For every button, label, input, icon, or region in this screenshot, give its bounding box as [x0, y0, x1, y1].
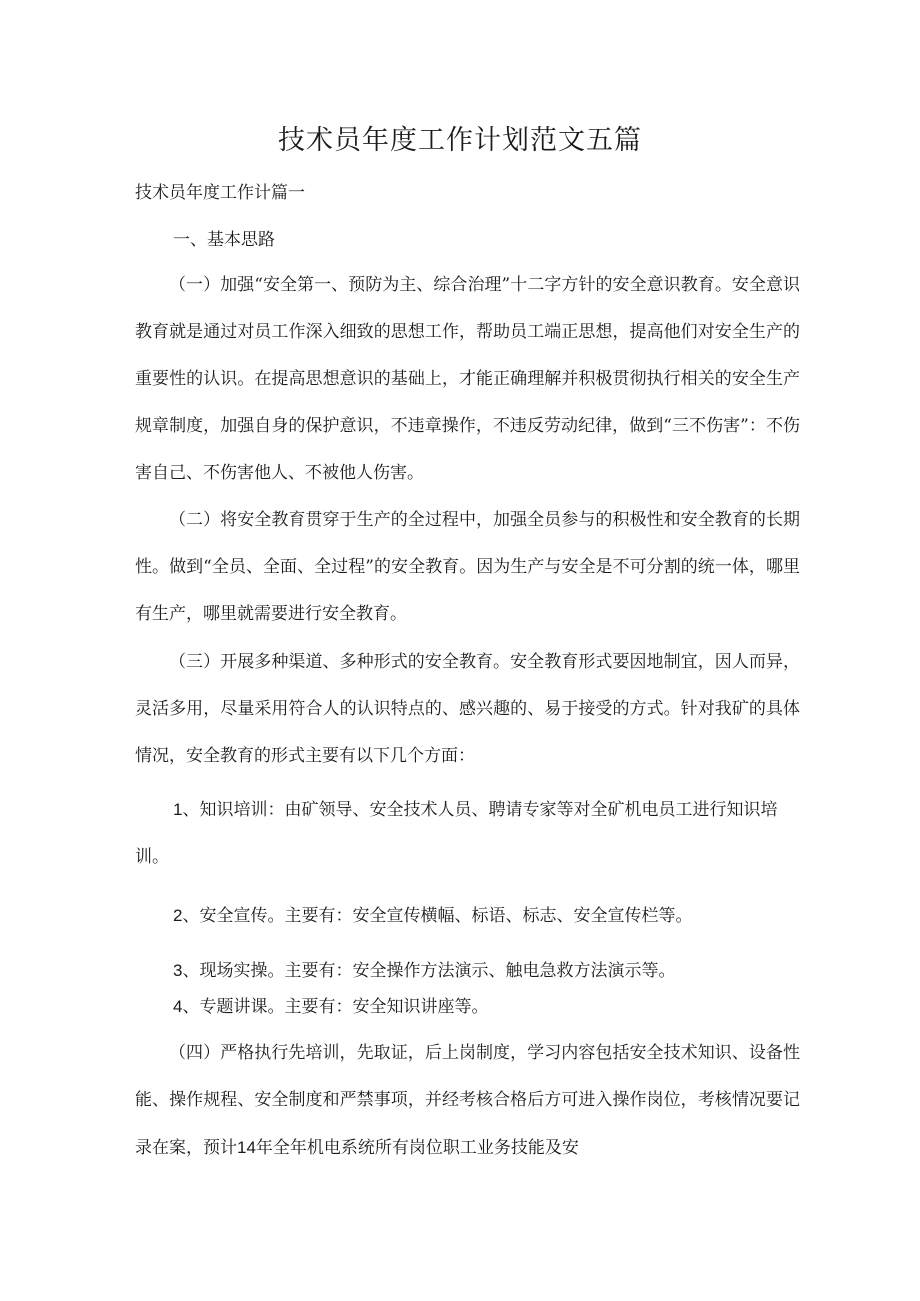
list-item-text: 安全宣传。主要有：安全宣传横幅、标语、标志、安全宣传栏等。 — [199, 906, 693, 926]
article-heading: 技术员年度工作计篇一 — [135, 183, 305, 203]
list-item-number: 2、 — [173, 906, 200, 925]
paragraph-1: （一）加强“安全第一、预防为主、综合治理”十二字方针的安全意识教育。安全意识教育就是通过对员工作深入细致的思想工作，帮助员工端正思想，提高他们对安全生产的重要性的认识。在提高思想意识的基础上，才能正确理解并积极贯彻执行相关的安全生产规章制度，加强自身的保护意识，不违章操作，不违反劳动纪律，做到“三不伤害”：不伤害自己、不伤害他人、不被他人伤害。 — [135, 275, 800, 483]
list-item-2 — [135, 892, 800, 940]
list-item-number: 1、 — [173, 800, 200, 819]
list-item-text: 知识培训：由矿领导、安全技术人员、聘请专家等对全矿机电员工进行知识培训。 — [135, 800, 778, 867]
paragraph-2: （二）将安全教育贯穿于生产的全过程中，加强全员参与的积极性和安全教育的长期性。做到“全员、全面、全过程”的安全教育。因为生产与安全是不可分割的统一体，哪里有生产，哪里就需要进行安全教育。 — [135, 510, 800, 624]
list-item-number: 4、 — [173, 997, 200, 1016]
paragraph-4-year-number: 14 — [237, 1138, 256, 1157]
list-item-text: 现场实操。主要有：安全操作方法演示、触电急救方法演示等。 — [199, 961, 676, 981]
paragraph-3: （三）开展多种渠道、多种形式的安全教育。安全教育形式要因地制宜，因人而异，灵活多用，尽量采用符合人的认识特点的、感兴趣的、易于接受的方式。针对我矿的具体情况，安全教育的形式主要有以下几个方面： — [135, 652, 800, 766]
list-item-text: 专题讲课。主要有：安全知识讲座等。 — [199, 997, 489, 1017]
document-title: 技术员年度工作计划范文五篇 — [278, 125, 642, 156]
list-item-number: 3、 — [173, 961, 200, 980]
list-item-1 — [135, 786, 800, 881]
paragraph-4 — [135, 1030, 800, 1172]
list-item-4 — [135, 983, 800, 1031]
section-heading-basic-ideas: 一、基本思路 — [173, 230, 275, 250]
paragraph-4-text-a: （四）严格执行先培训，先取证，后上岗制度，学习内容包括安全技术知识、设备性能、操作规程、安全制度和严禁事项，并经考核合格后方可进入操作岗位，考核情况要记录在案，预计 — [135, 1043, 800, 1158]
paragraph-4-text-b: 年全年机电系统所有岗位职工业务技能及安 — [255, 1138, 579, 1158]
